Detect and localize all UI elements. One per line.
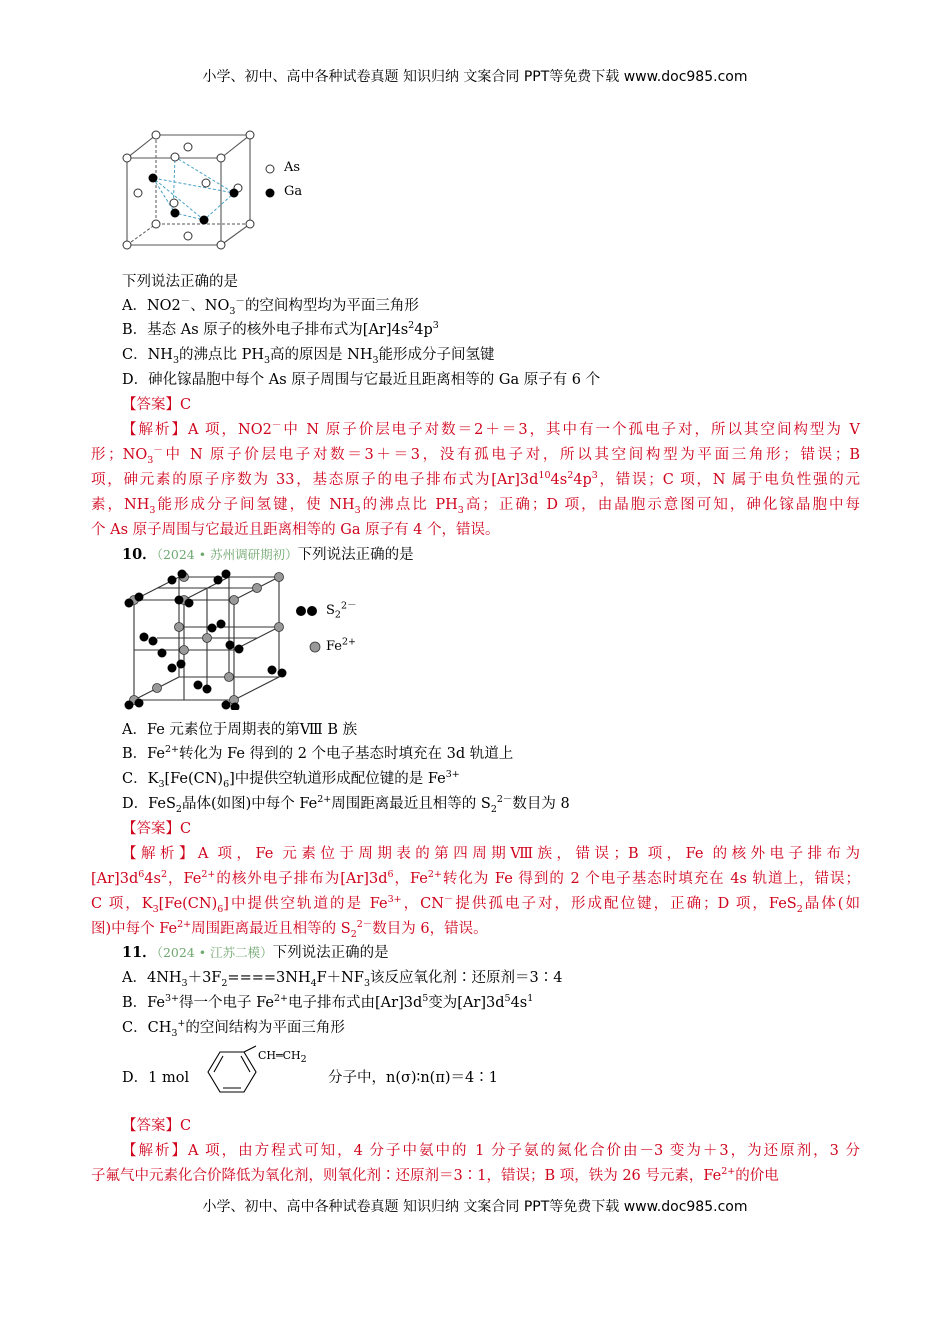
styrene-label: $CH═CH_2$ — [258, 1049, 307, 1066]
q9-explanation-line3: 项，砷元素的原子序数为 33，基态原子的电子排布式为$[Ar]3d^{10}4s^24p^3$，错误；C 项，N 属于电负性强的元 — [91, 470, 860, 488]
q10-option-d: D．FeS$_2$晶体(如图)中每个 $Fe^{2+}$周围距离最近且相等的 $S_2^{2-}$数目为 8 — [122, 794, 570, 815]
q10-explanation-line3: C 项，$K_3[Fe(CN)_6]$中提供空轨道的是 $Fe^{3+}$，CN－提供孤电子对，形成配位键，正确；D 项，FeS$_2$晶体(如 — [91, 894, 860, 915]
q11-explanation-line1: 【解析】A 项，由方程式可知，4 分子中氨中的 1 分子氨的氮化合价由－3 变为＋3，为还原剂，3 分 — [122, 1143, 860, 1159]
legend-as: As — [284, 160, 301, 175]
q10-option-a: A．Fe 元素位于周期表的第Ⅷ B 族 — [122, 722, 358, 738]
legend-s2: $S_2^{2-}$ — [326, 600, 357, 621]
s2-legend-icon — [294, 604, 320, 618]
q9-option-a: A．NO2－、$NO_3^-$的空间构型均为平面三角形 — [122, 296, 419, 317]
q11-option-d-label: D．1 mol — [122, 1070, 190, 1086]
fes2-unit-cell-figure — [122, 565, 297, 710]
q11-option-d-text: 分子中，n(σ)∶n(π)＝4∶1 — [328, 1070, 498, 1086]
q10-option-c: C．$K_3[Fe(CN)_6]$中提供空轨道形成配位键的是 $Fe^{3+}$ — [122, 769, 460, 790]
q9-explanation-line2: 形；$NO_3^-$中 N 原子价层电子对数＝3＋＝3，没有孤电子对，所以其空间构型为平面三角形；错误；B — [91, 445, 860, 466]
as-legend-icon — [264, 163, 276, 175]
q10-answer: 【答案】C — [122, 821, 192, 837]
q10-header: 10．（2024 • 苏州调研期初）下列说法正确的是 — [122, 546, 414, 563]
q9-option-c: C．$NH_3$的沸点比 $PH_3$高的原因是 $NH_3$能形成分子间氢键 — [122, 347, 495, 366]
page-header: 小学、初中、高中各种试卷真题 知识归纳 文案合同 PPT等免费下载 www.doc985.com — [202, 69, 748, 85]
ga-legend-icon — [264, 187, 276, 199]
q11-option-a: A．$4NH_3+3F_2====3NH_4F+NF_3$该反应氧化剂∶还原剂＝3∶4 — [122, 970, 563, 989]
fe2-legend-icon — [308, 640, 322, 654]
q9-answer: 【答案】C — [122, 397, 192, 413]
q11-header: 11．（2024 • 江苏二模）下列说法正确的是 — [122, 944, 389, 961]
page-footer: 小学、初中、高中各种试卷真题 知识归纳 文案合同 PPT等免费下载 www.doc985.com — [202, 1199, 748, 1215]
q9-explanation-line1: 【解析】A 项，NO2－中 N 原子价层电子对数＝2＋＝3，其中有一个孤电子对，所以其空间构型为 V — [122, 420, 860, 438]
legend-ga: Ga — [284, 184, 303, 199]
q10-explanation-line4: 图)中每个 $Fe^{2+}$周围距离最近且相等的 $S_2^{2-}$数目为 6，错误。 — [91, 919, 488, 940]
q11-option-c: C．$CH_3^+$的空间结构为平面三角形 — [122, 1018, 345, 1039]
q11-option-b: B．$Fe^{3+}$得一个电子 $Fe^{2+}$电子排布式由$[Ar]3d^5$变为$[Ar]3d^54s^1$ — [122, 993, 534, 1011]
q9-stem: 下列说法正确的是 — [122, 274, 238, 290]
legend-fe2: $Fe^{2+}$ — [326, 636, 357, 654]
q9-explanation-line5: 个 As 原子周围与它最近且距离相等的 Ga 原子有 4 个，错误。 — [91, 522, 500, 538]
q9-option-d: D．砷化镓晶胞中每个 As 原子周围与它最近且距离相等的 Ga 原子有 6 个 — [122, 372, 601, 388]
q9-explanation-line4: 素，$NH_3$能形成分子间氢键，使 $NH_3$的沸点比 $PH_3$高；正确；D 项，由晶胞示意图可知，砷化镓晶胞中每 — [91, 497, 860, 516]
q11-answer: 【答案】C — [122, 1118, 192, 1134]
q10-explanation-line1: 【解析】A 项，Fe 元素位于周期表的第四周期Ⅷ族，错误；B 项，Fe 的核外电子排布为 — [122, 846, 860, 862]
q10-explanation-line2: $[Ar]3d^64s^2$，$Fe^{2+}$的核外电子排布为$[Ar]3d^6$，$Fe^{2+}$转化为 Fe 得到的 2 个电子基态时填充在 4s 轨道上，错误； — [91, 869, 860, 887]
q10-option-b: B．$Fe^{2+}$转化为 Fe 得到的 2 个电子基态时填充在 3d 轨道上 — [122, 744, 514, 762]
q9-option-b: B．基态 As 原子的核外电子排布式为$[Ar]4s^24p^3$ — [122, 320, 439, 338]
q11-explanation-line2: 子氟气中元素化合价降低为氧化剂，则氧化剂∶还原剂＝3∶1，错误；B 项，铁为 26 号元素，$Fe^{2+}$的价电 — [91, 1166, 779, 1184]
